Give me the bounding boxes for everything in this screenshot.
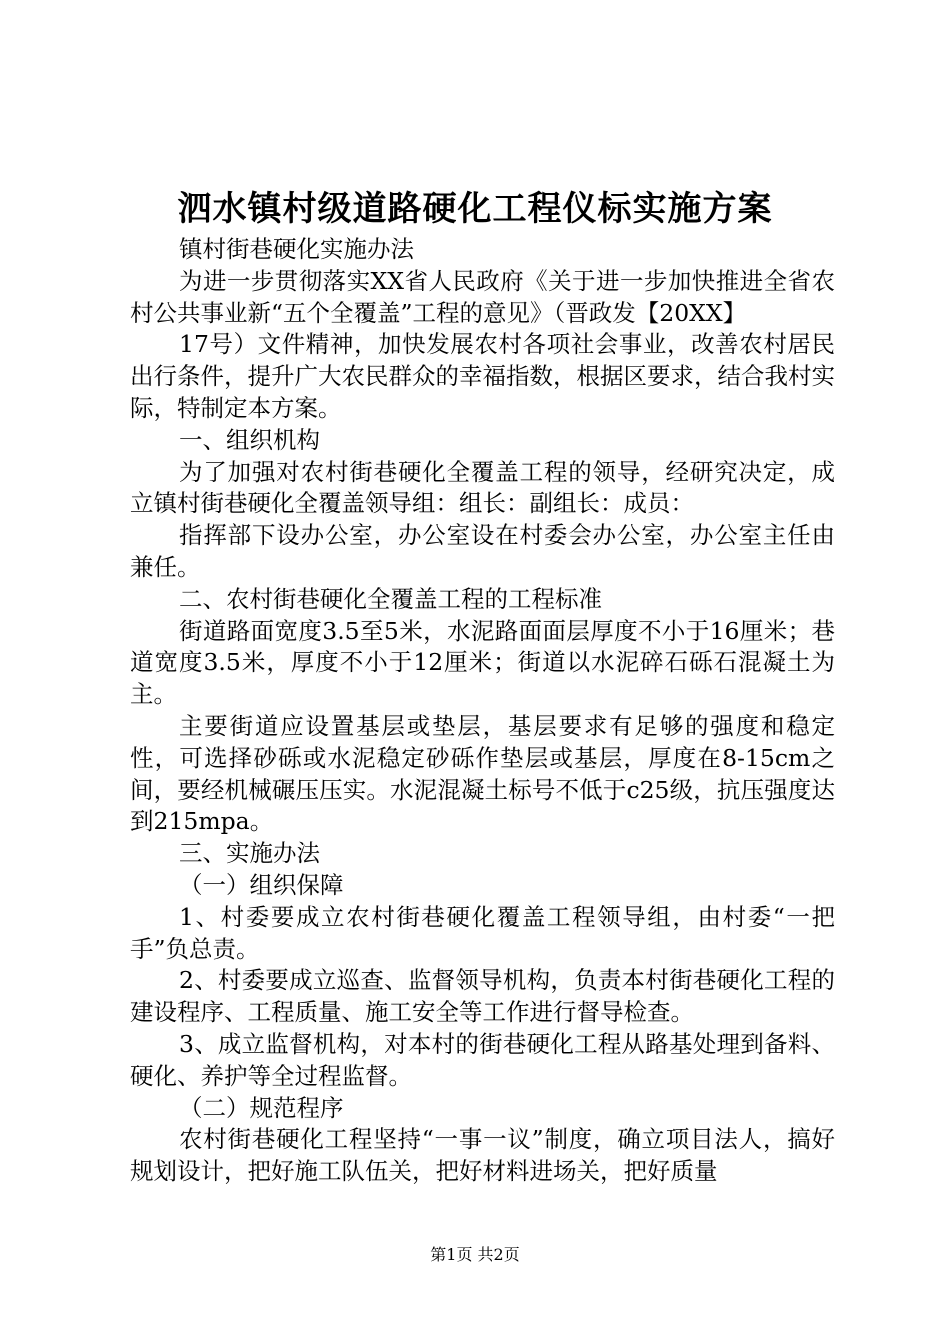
paragraph-intro: 为进一步贯彻落实XX省人民政府《关于进一步加快推进全省农村公共事业新“五个全覆盖”工程的意见》（晋政发【20XX】 — [130, 266, 835, 327]
paragraph-road-width: 街道路面宽度3.5至5米，水泥路面面层厚度不小于16厘米；巷道宽度3.5米，厚度不小于12厘米；街道以水泥碎石砾石混凝土为主。 — [130, 616, 835, 709]
heading-engineering-standards: 二、农村街巷硬化全覆盖工程的工程标准 — [179, 584, 602, 613]
paragraph-intro-continued: 17号）文件精神，加快发展农村各项社会事业，改善农村居民出行条件，提升广大农民群众的幸福指数，根据区要求，结合我村实际，特制定本方案。 — [130, 330, 835, 422]
page-number-footer: 第1页 共2页 — [430, 1245, 520, 1264]
subheading-standard-procedure: （二）规范程序 — [179, 1093, 344, 1122]
list-item-1: 1、村委要成立农村街巷硬化覆盖工程领导组，由村委“一把手”负总责。 — [130, 902, 835, 963]
list-item-3: 3、成立监督机构，对本村的街巷硬化工程从路基处理到备料、硬化、养护等全过程监督。 — [130, 1029, 835, 1090]
document-body — [130, 234, 835, 1188]
paragraph-procedure: 农村街巷硬化工程坚持“一事一议”制度，确立项目法人，搞好规划设计，把好施工队伍关，把好材料进场关，把好质量 — [130, 1125, 835, 1186]
paragraph-office: 指挥部下设办公室，办公室设在村委会办公室，办公室主任由兼任。 — [130, 521, 835, 581]
paragraph-base-layer: 主要街道应设置基层或垫层，基层要求有足够的强度和稳定性，可选择砂砾或水泥稳定砂砾作垫层或基层，厚度在8-15cm之间，要经机械碾压压实。水泥混凝土标号不低于c25级，抗压强度达到215mpa。 — [130, 711, 835, 836]
subheading-organization-guarantee: （一）组织保障 — [179, 870, 344, 899]
heading-implementation: 三、实施办法 — [179, 839, 320, 868]
heading-organization: 一、组织机构 — [179, 425, 320, 454]
document-title: 泗水镇村级道路硬化工程仪标实施方案 — [177, 189, 773, 229]
list-item-2: 2、村委要成立巡查、监督领导机构，负责本村街巷硬化工程的建设程序、工程质量、施工安全等工作进行督导检查。 — [130, 966, 835, 1027]
paragraph-leadership-group: 为了加强对农村街巷硬化全覆盖工程的领导，经研究决定，成立镇村街巷硬化全覆盖领导组：组长：副组长：成员： — [130, 457, 835, 518]
paragraph-subtitle: 镇村街巷硬化实施办法 — [179, 235, 414, 263]
